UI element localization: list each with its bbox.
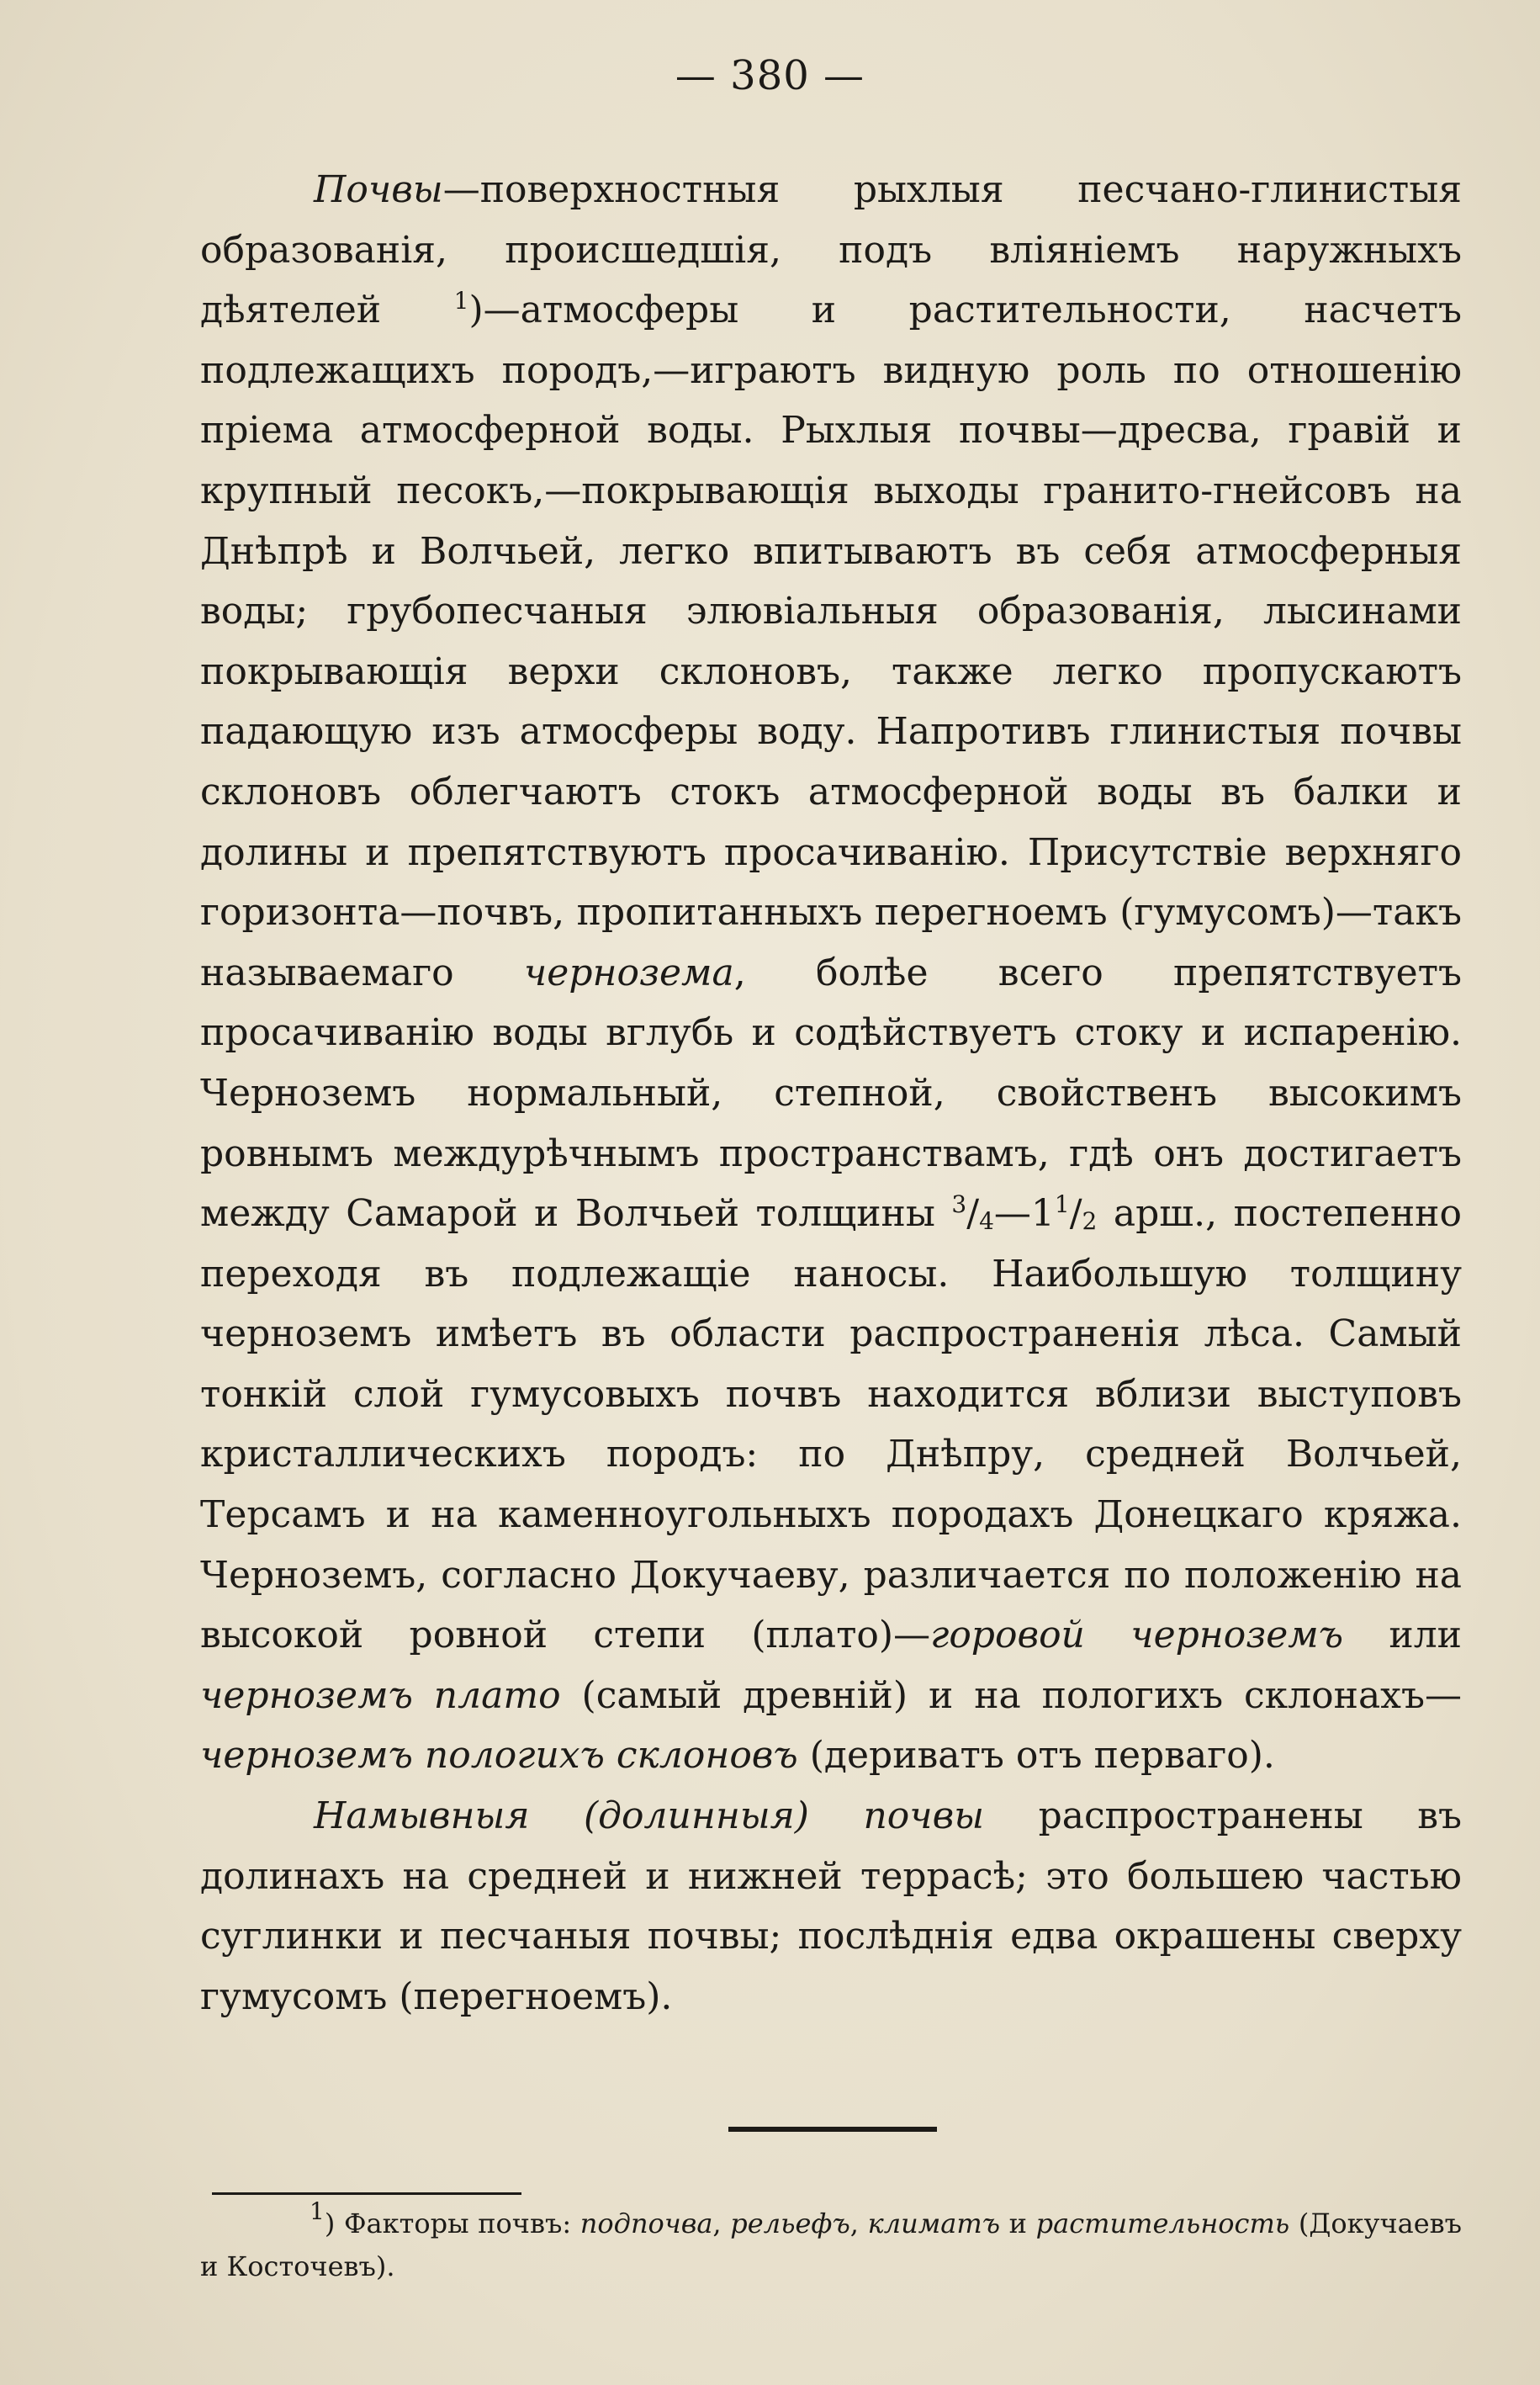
text-run: (Докучаевъ и Косточевъ). bbox=[200, 2207, 1463, 2282]
text-run: распространены въ долинахъ на средней и нижней террасѣ; это большею частью суглинки и песчаныя почвы; послѣднія едва окрашены сверху гумусомъ (перегноемъ). bbox=[200, 1794, 1463, 2018]
thickness-range: $^3/4—1^1/2$ bbox=[951, 1190, 1098, 1236]
whole-number: 1 bbox=[1030, 1192, 1055, 1236]
term-soils: Почвы bbox=[314, 168, 443, 211]
term-subsoil: подпочва bbox=[579, 2207, 713, 2239]
footnote-marker: 1 bbox=[310, 2197, 325, 2225]
term-chernozem: чернозема bbox=[523, 951, 734, 994]
term-vegetation: растительность bbox=[1035, 2207, 1290, 2239]
text-run: (дериватъ отъ перваго). bbox=[797, 1734, 1275, 1778]
fraction-numerator: 3 bbox=[951, 1190, 967, 1219]
text-run: )—атмосферы и растительности, насчетъ подлежащихъ породъ,—играютъ видную роль по отношенію пріема атмосферной воды. Рыхлыя почвы—дресва, гравій и крупный песокъ,—покрывающія выходы гранито-гнейсовъ на Днѣпрѣ и Волчьей, легко впитываютъ въ себя атмосферныя воды; грубопесчаныя элювіальныя образованія, лысинами покрывающія верхи склоновъ, также легко пропускаютъ падающую изъ атмосферы воду. Напротивъ глинистыя почвы склоновъ облегчаютъ стокъ атмосферной воды въ балки и долины и препятствуютъ просачиванію. Присутствіе верхняго горизонта—почвъ, пропитанныхъ перегноемъ (гумусомъ)—такъ называемаго bbox=[200, 289, 1462, 994]
text-run: (самый древній) и на пологихъ склонахъ— bbox=[560, 1673, 1462, 1717]
footnote bbox=[200, 2197, 1463, 2288]
fraction-denominator: 4 bbox=[979, 1207, 994, 1236]
text-run: , болѣе всего препятствуетъ просачиванію воды вглубь и содѣйствуетъ стоку и испаренію. Черноземъ нормальный, степной, свойственъ высокимъ ровнымъ междурѣчнымъ пространствамъ, гдѣ онъ достигаетъ между Самарой и Волчьей толщины bbox=[200, 951, 1463, 1236]
text-run: ) Факторы почвъ: bbox=[324, 2207, 580, 2239]
text-run: и bbox=[1000, 2207, 1036, 2239]
text-run: арш., постепенно переходя въ подлежащіе наносы. Наибольшую толщину черноземъ имѣетъ въ области распространенія лѣса. Самый тонкій слой гумусовыхъ почвъ находится вблизи выступовъ кристаллическихъ породъ: по Днѣпру, средней Волчьей, Терсамъ и на каменноугольныхъ породахъ Донецкаго кряжа. Черноземъ, согласно Докучаеву, различается по положенію на высокой ровной степи (плато)— bbox=[200, 1192, 1462, 1657]
text-run: или bbox=[1343, 1614, 1462, 1657]
text-run: —поверхностныя рыхлыя песчано-глинистыя образованія, происшедшія, подъ вліяніемъ наружныхъ дѣятелей bbox=[200, 168, 1462, 332]
term-relief: рельефъ bbox=[730, 2207, 850, 2239]
paragraph-soils bbox=[200, 160, 1462, 1786]
page-number: — 380 — bbox=[675, 52, 865, 99]
body-text bbox=[200, 160, 1462, 2027]
text-run: , bbox=[712, 2207, 731, 2239]
term-alluvial-soils: Намывныя (долинныя) почвы bbox=[314, 1794, 985, 1838]
term-climate: климатъ bbox=[867, 2207, 1001, 2239]
term-plateau-chernozem: черноземъ плато bbox=[200, 1673, 561, 1717]
text-run: , bbox=[849, 2207, 868, 2239]
term-upland-chernozem: горовой черноземъ bbox=[930, 1614, 1344, 1657]
range-dash: — bbox=[993, 1192, 1031, 1236]
fraction-numerator: 1 bbox=[1054, 1190, 1070, 1219]
paragraph-alluvial-soils bbox=[200, 1786, 1462, 2027]
term-slope-chernozem: черноземъ пологихъ склоновъ bbox=[200, 1734, 798, 1778]
footnote-reference: 1 bbox=[453, 287, 469, 315]
fraction-denominator: 2 bbox=[1082, 1207, 1098, 1236]
footnote-divider bbox=[212, 2192, 521, 2195]
section-divider bbox=[728, 2127, 937, 2132]
